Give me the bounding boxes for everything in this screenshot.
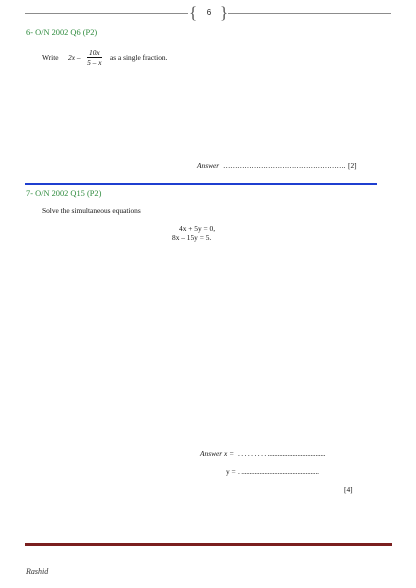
question-6-answer-line: …………………………………………….	[223, 161, 346, 170]
right-brace-icon: }	[220, 3, 229, 22]
fraction-denominator: 5 – x	[87, 58, 102, 67]
footer-rule	[25, 543, 392, 546]
question-6-title: 6- O/N 2002 Q6 (P2)	[26, 28, 98, 37]
equation-2: 8x – 15y = 5.	[172, 233, 212, 242]
answer-x-line: . . . . . . . . . ...................................	[238, 449, 326, 458]
page-number: 6	[206, 8, 212, 17]
question-6-instruction: as a single fraction.	[110, 53, 168, 62]
question-6-write: Write	[42, 53, 59, 62]
question-6-answer-label: Answer	[197, 161, 220, 170]
answer-x-label: Answer x =	[200, 449, 235, 458]
question-6-marks: [2]	[348, 161, 357, 170]
left-brace-icon: {	[189, 3, 198, 22]
question-6-expression: 2x –	[68, 53, 81, 62]
question-7-marks: [4]	[344, 485, 353, 494]
header-rule-right	[228, 13, 391, 14]
signature: Rashid	[26, 567, 49, 576]
header-rule-left	[25, 13, 188, 14]
answer-y-label: y =	[226, 467, 236, 476]
section-divider	[25, 183, 377, 185]
fraction-numerator: 10x	[89, 48, 100, 57]
question-7-prompt: Solve the simultaneous equations	[42, 206, 141, 215]
equation-1: 4x + 5y = 0,	[179, 224, 216, 233]
answer-y-line: . ...............................................	[238, 467, 319, 476]
question-6-fraction	[87, 48, 102, 67]
question-7-title: 7- O/N 2002 Q15 (P2)	[26, 189, 102, 198]
